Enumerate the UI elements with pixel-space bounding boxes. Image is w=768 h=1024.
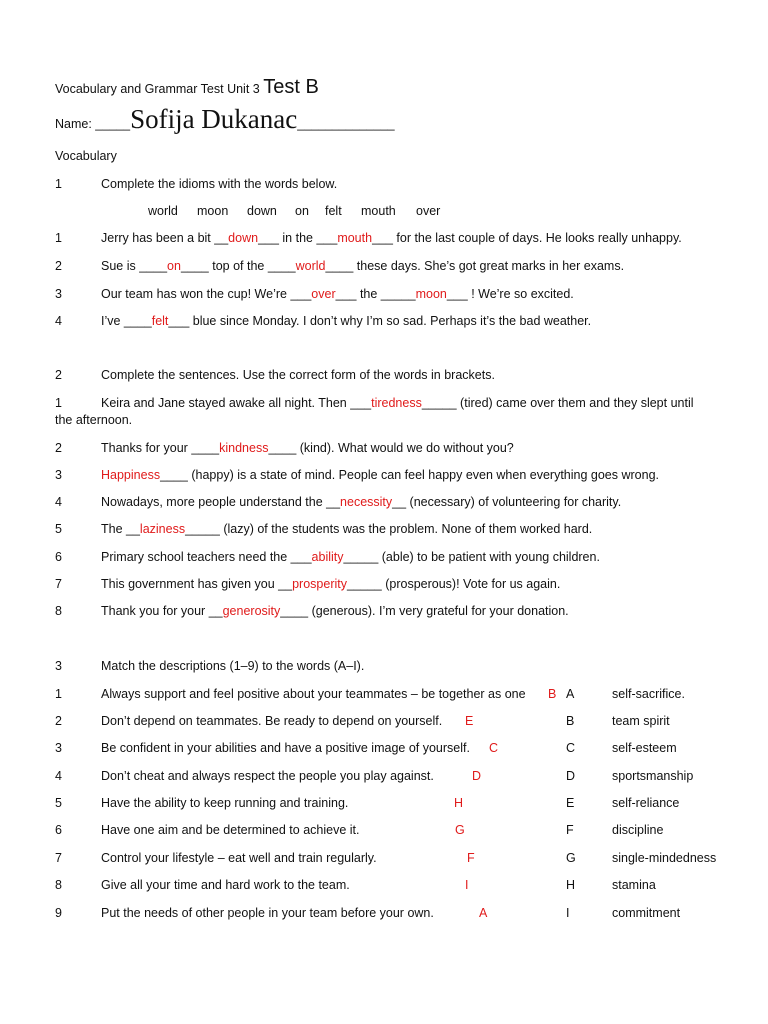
- name-underline-pre: _____: [95, 117, 131, 131]
- answer: H: [454, 796, 464, 810]
- option-letter: C: [566, 741, 576, 755]
- sentence-text: Thanks for your ____: [101, 441, 220, 455]
- answer: B: [548, 687, 557, 701]
- description: Control your lifestyle – eat well and train regularly.: [101, 851, 377, 865]
- option-letter: F: [566, 823, 574, 837]
- option-letter: G: [566, 851, 576, 865]
- sentence-text: __ (necessary) of volunteering for charity.: [392, 495, 622, 509]
- answer: kindness: [219, 441, 269, 455]
- sentence-text: Thank you for your __: [101, 604, 223, 618]
- option-letter: A: [566, 687, 575, 701]
- answer: on: [167, 259, 181, 273]
- sentence-text: ____ these days. She’s got great marks in her exams.: [325, 259, 625, 273]
- item-number: 4: [55, 314, 62, 328]
- item-number: 5: [55, 522, 62, 536]
- item-number: 2: [55, 259, 62, 273]
- answer: mouth: [337, 231, 373, 245]
- sentence-text: _____ (able) to be patient with young children.: [343, 550, 600, 564]
- answer: generosity: [222, 604, 281, 618]
- answer: laziness: [139, 522, 186, 536]
- sentence-text: _____ (tired) came over them and they slept until: [421, 396, 694, 410]
- option-letter: I: [566, 906, 570, 920]
- exercise-instruction: Match the descriptions (1–9) to the words (A–I).: [101, 659, 365, 673]
- sentence-text: Jerry has been a bit __: [101, 231, 229, 245]
- sentence-line: [101, 468, 659, 482]
- option-word: team spirit: [612, 714, 670, 728]
- sentence-text: Primary school teachers need the ___: [101, 550, 312, 564]
- option-word: self-esteem: [612, 741, 677, 755]
- option-word: stamina: [612, 878, 656, 892]
- answer: D: [472, 769, 482, 783]
- answer: felt: [151, 314, 169, 328]
- sentence-text: _____ (prosperous)! Vote for us again.: [346, 577, 561, 591]
- word-bank-word: moon: [197, 204, 229, 218]
- sentence-text: ___ in the ___: [258, 231, 338, 245]
- sentence-text: ___ the _____: [335, 287, 416, 301]
- option-letter: D: [566, 769, 576, 783]
- item-number: 4: [55, 495, 62, 509]
- item-number: 7: [55, 577, 62, 591]
- section-title: Vocabulary: [55, 149, 117, 163]
- item-number: 6: [55, 550, 62, 564]
- sentence-text: ____ top of the ____: [180, 259, 296, 273]
- sentence-text: ___ blue since Monday. I don’t why I’m so sad. Perhaps it’s the bad weather.: [168, 314, 592, 328]
- name-line: [55, 104, 395, 135]
- option-word: commitment: [612, 906, 681, 920]
- exercise-number: 3: [55, 659, 62, 673]
- option-word: sportsmanship: [612, 769, 694, 783]
- answer: over: [311, 287, 336, 301]
- option-letter: E: [566, 796, 575, 810]
- option-letter: H: [566, 878, 576, 892]
- sentence-line: [101, 495, 621, 509]
- sentence-line: [101, 231, 682, 245]
- item-number: 6: [55, 823, 62, 837]
- item-number: 4: [55, 769, 62, 783]
- answer: G: [455, 823, 465, 837]
- sentence-line: [101, 287, 574, 301]
- test-title-big: Test B: [263, 76, 319, 98]
- sentence-text: Our team has won the cup! We’re ___: [101, 287, 312, 301]
- sentence-text: I’ve ____: [101, 314, 152, 328]
- sentence-line: [101, 550, 600, 564]
- sentence-text: ____ (generous). I’m very grateful for your donation.: [280, 604, 569, 618]
- item-number: 2: [55, 714, 62, 728]
- option-word: self-reliance: [612, 796, 680, 810]
- sentence-line: [101, 577, 560, 591]
- answer: F: [467, 851, 475, 865]
- description: Put the needs of other people in your team before your own.: [101, 906, 434, 920]
- sentence-line: [101, 441, 514, 455]
- test-title-small: Vocabulary and Grammar Test Unit 3: [55, 82, 260, 96]
- sentence-text: ____ (kind). What would we do without you?: [268, 441, 514, 455]
- item-number: 8: [55, 878, 62, 892]
- sentence-text: Sue is ____: [101, 259, 168, 273]
- description: Don’t cheat and always respect the people you play against.: [101, 769, 434, 783]
- description: Don’t depend on teammates. Be ready to depend on yourself.: [101, 714, 443, 728]
- answer: ability: [311, 550, 344, 564]
- description: Be confident in your abilities and have a positive image of yourself.: [101, 741, 470, 755]
- item-number: 9: [55, 906, 62, 920]
- sentence-line: [101, 522, 592, 536]
- item-number: 1: [55, 231, 62, 245]
- sentence-text: This government has given you __: [101, 577, 293, 591]
- option-word: self-sacrifice.: [612, 687, 685, 701]
- option-word: single-mindedness: [612, 851, 717, 865]
- answer: prosperity: [292, 577, 347, 591]
- sentence-text: ____ (happy) is a state of mind. People can feel happy even when everything goes wrong.: [160, 468, 660, 482]
- answer: E: [465, 714, 474, 728]
- name-underline-post: ______________: [297, 117, 395, 131]
- description: Have one aim and be determined to achieve it.: [101, 823, 360, 837]
- item-number: 1: [55, 396, 62, 410]
- item-number: 3: [55, 287, 62, 301]
- sentence-text: Keira and Jane stayed awake all night. Then ___: [101, 396, 372, 410]
- item-number: 3: [55, 741, 62, 755]
- sentence-line: [101, 396, 694, 410]
- word-bank-word: down: [247, 204, 277, 218]
- answer: necessity: [340, 495, 393, 509]
- answer: A: [479, 906, 488, 920]
- item-number: 8: [55, 604, 62, 618]
- description: Have the ability to keep running and training.: [101, 796, 349, 810]
- answer: I: [465, 878, 469, 892]
- sentence-line-continued: the afternoon.: [55, 413, 133, 427]
- sentence-text: Nowadays, more people understand the __: [101, 495, 341, 509]
- word-bank-word: mouth: [361, 204, 396, 218]
- answer: C: [489, 741, 499, 755]
- option-letter: B: [566, 714, 575, 728]
- sentence-line: [101, 259, 624, 273]
- item-number: 7: [55, 851, 62, 865]
- word-bank-word: over: [416, 204, 441, 218]
- item-number: 5: [55, 796, 62, 810]
- item-number: 2: [55, 441, 62, 455]
- sentence-line: [101, 314, 591, 328]
- description: Always support and feel positive about your teammates – be together as one: [101, 687, 526, 701]
- answer: Happiness: [101, 468, 161, 482]
- word-bank-word: felt: [325, 204, 342, 218]
- item-number: 3: [55, 468, 62, 482]
- name-label: Name:: [55, 117, 96, 131]
- answer: moon: [415, 287, 447, 301]
- student-name: Sofija Dukanac: [130, 104, 298, 134]
- word-bank-word: on: [295, 204, 309, 218]
- answer: world: [295, 259, 326, 273]
- sentence-text: ___ ! We’re so excited.: [446, 287, 574, 301]
- sentence-text: The __: [101, 522, 140, 536]
- exercise-number: 1: [55, 177, 62, 191]
- sentence-text: _____ (lazy) of the students was the problem. None of them worked hard.: [185, 522, 593, 536]
- option-word: discipline: [612, 823, 664, 837]
- answer: down: [228, 231, 259, 245]
- word-bank-word: world: [148, 204, 178, 218]
- test-title: [55, 76, 319, 99]
- exercise-instruction: Complete the idioms with the words below.: [101, 177, 338, 191]
- sentence-line: [101, 604, 569, 618]
- item-number: 1: [55, 687, 62, 701]
- exercise-number: 2: [55, 368, 62, 382]
- answer: tiredness: [371, 396, 422, 410]
- description: Give all your time and hard work to the team.: [101, 878, 350, 892]
- exercise-instruction: Complete the sentences. Use the correct form of the words in brackets.: [101, 368, 495, 382]
- sentence-text: ___ for the last couple of days. He looks really unhappy.: [372, 231, 682, 245]
